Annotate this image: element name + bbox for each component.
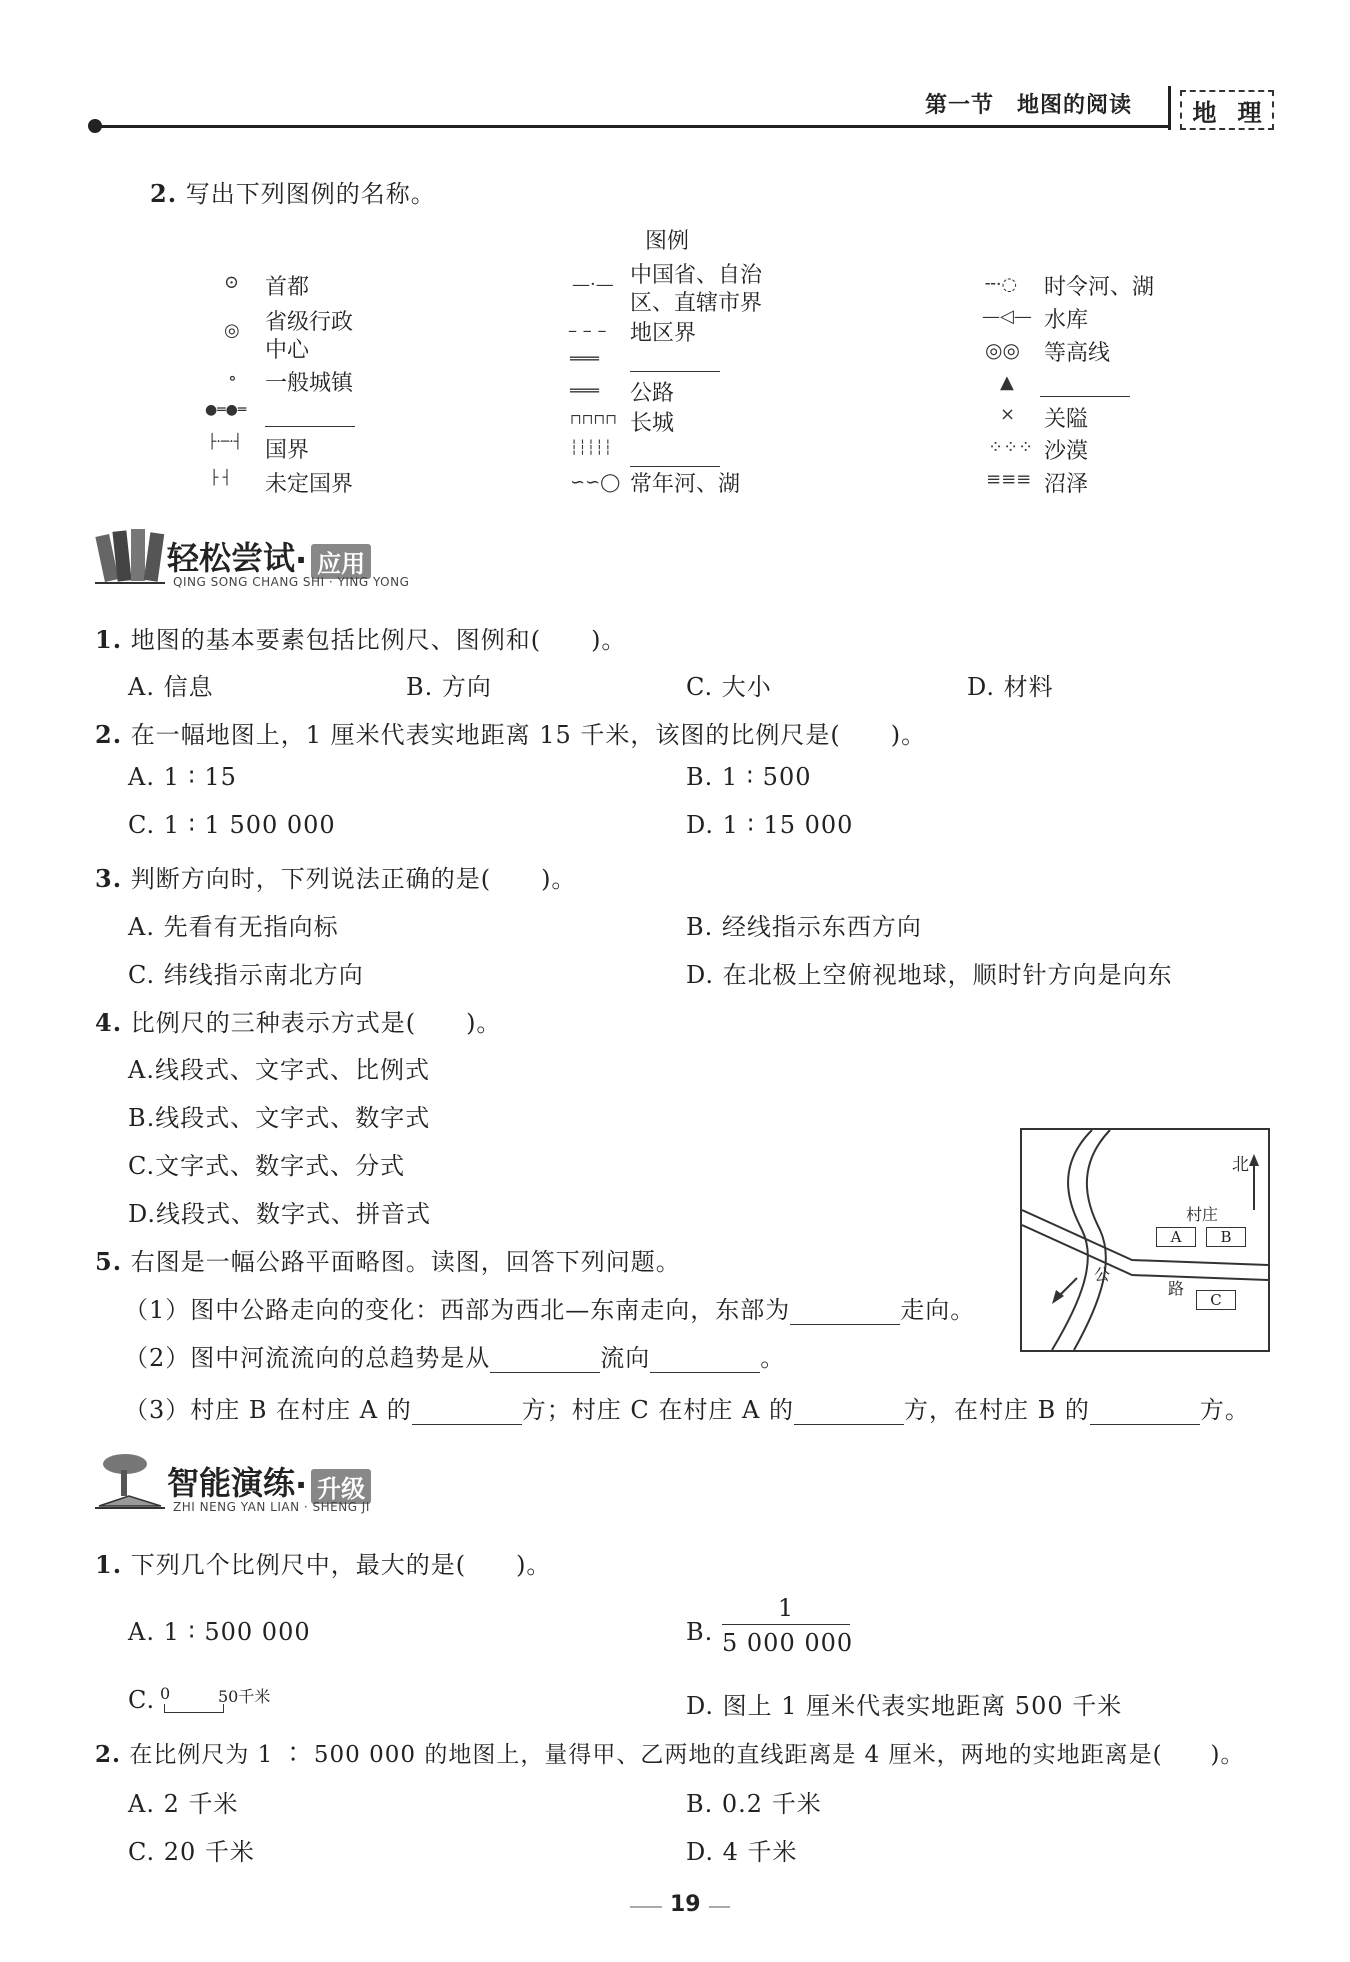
legend-road: 公路 bbox=[630, 381, 675, 406]
s1-q1-option-c: C. 大小 bbox=[686, 673, 772, 701]
s2-q2-option-a: A. 2 千米 bbox=[128, 1790, 239, 1818]
section-banner-1 bbox=[95, 525, 415, 593]
answer-blank[interactable] bbox=[412, 1398, 522, 1425]
banner-subtitle-2: ZHI NENG YAN LIAN · SHENG JI bbox=[173, 1500, 370, 1514]
subject-badge bbox=[1180, 90, 1274, 130]
railway-line-icon: ═══ bbox=[570, 349, 599, 368]
road-icon: ═══ bbox=[570, 381, 599, 400]
legend-border: 国界 bbox=[265, 438, 310, 463]
s1-q1-option-b: B. 方向 bbox=[406, 673, 492, 701]
banner-subtitle-1: QING SONG CHANG SHI · YING YONG bbox=[173, 575, 410, 589]
s2-q1-option-b-prefix: B. bbox=[686, 1618, 714, 1646]
s1-q3-option-b: B. 经线指示东西方向 bbox=[686, 913, 922, 941]
s1-q2-stem: 2. 在一幅地图上，1 厘米代表实地距离 15 千米，该图的比例尺是( )。 bbox=[95, 720, 927, 749]
section-banner-2 bbox=[95, 1450, 415, 1518]
legend-desert: 沙漠 bbox=[1044, 439, 1089, 464]
town-icon: ∘ bbox=[228, 368, 237, 389]
s2-q1-option-d: D. 图上 1 厘米代表实地距离 500 千米 bbox=[686, 1692, 1123, 1720]
subject-char-2: 理 bbox=[1237, 98, 1262, 127]
contour-icon: ◎◎ bbox=[985, 338, 1020, 362]
pass-icon: × bbox=[1000, 404, 1016, 425]
legend-reservoir: 水库 bbox=[1044, 308, 1089, 333]
answer-blank[interactable] bbox=[1090, 1398, 1200, 1425]
s2-q2-option-d: D. 4 千米 bbox=[686, 1838, 798, 1866]
map-north-label: 北 bbox=[1232, 1155, 1249, 1175]
fraction-denominator: 5 000 000 bbox=[722, 1629, 854, 1657]
s2-q2-option-b: B. 0.2 千米 bbox=[686, 1790, 822, 1818]
line-scale-zero: 0 bbox=[160, 1684, 171, 1703]
legend-district: 地区界 bbox=[630, 321, 697, 346]
s1-q1-option-d: D. 材料 bbox=[967, 673, 1054, 701]
railway-symbol-icon: ●═●═ bbox=[205, 402, 247, 418]
banner-title-2: 智能演练 bbox=[167, 1464, 296, 1502]
section-title: 第一节 地图的阅读 bbox=[925, 93, 1133, 118]
s1-q3-stem: 3. 判断方向时，下列说法正确的是( )。 bbox=[95, 864, 577, 893]
s1-q5-sub2: （2）图中河流流向的总趋势是从 流向 。 bbox=[124, 1344, 786, 1372]
s1-q2-option-d: D. 1 ∶ 15 000 bbox=[686, 811, 854, 839]
legend-question: 2. 写出下列图例的名称。 bbox=[150, 179, 436, 208]
s2-q2-option-c: C. 20 千米 bbox=[128, 1838, 255, 1866]
answer-blank[interactable] bbox=[650, 1346, 760, 1373]
legend-province-2: 区、直辖市界 bbox=[630, 291, 763, 316]
banner-dot-2: · bbox=[295, 1466, 308, 1504]
district-boundary-icon: – – – bbox=[568, 320, 607, 341]
s2-q1-stem: 1. 下列几个比例尺中，最大的是( )。 bbox=[95, 1550, 552, 1579]
map-village-label: 村庄 bbox=[1186, 1205, 1219, 1224]
legend-provincial-2: 中心 bbox=[265, 338, 310, 363]
map-village-b: B bbox=[1206, 1227, 1246, 1247]
dotted-line-icon: ┆┆┆┆┆ bbox=[570, 440, 613, 456]
s2-q1-option-c-prefix: C. bbox=[128, 1686, 156, 1714]
legend-title: 图例 bbox=[645, 229, 690, 254]
river-lake-icon: ∽∽◯ bbox=[570, 472, 621, 493]
s1-q3-option-c: C. 纬线指示南北方向 bbox=[128, 961, 364, 989]
legend-undetermined-border: 未定国界 bbox=[265, 472, 354, 497]
province-boundary-icon: —·— bbox=[572, 274, 614, 295]
capital-symbol-icon: ⊙ bbox=[224, 272, 240, 293]
legend-province-1: 中国省、自治 bbox=[630, 263, 763, 288]
road-map bbox=[1020, 1128, 1270, 1352]
s1-q5-stem: 5. 右图是一幅公路平面略图。读图，回答下列问题。 bbox=[95, 1247, 681, 1276]
seasonal-river-icon: ╌·◌ bbox=[985, 274, 1018, 295]
line-scale-end: 50千米 bbox=[218, 1687, 271, 1706]
legend-swamp: 沼泽 bbox=[1044, 472, 1089, 497]
s1-q4-option-a: A.线段式、文字式、比例式 bbox=[128, 1056, 430, 1084]
banner-tag-2: 升级 bbox=[311, 1469, 371, 1504]
swamp-icon: ≡≡≡ bbox=[986, 469, 1032, 490]
border-symbol-icon: ├·─·┤ bbox=[208, 434, 243, 450]
line-scale-bar bbox=[164, 1704, 224, 1713]
legend-pass: 关隘 bbox=[1044, 407, 1089, 432]
undetermined-border-icon: ├ ┤ bbox=[210, 470, 232, 486]
answer-blank[interactable] bbox=[790, 1298, 900, 1325]
s1-q2-option-c: C. 1 ∶ 1 500 000 bbox=[128, 811, 336, 839]
map-road-label-2: 路 bbox=[1168, 1279, 1185, 1298]
s2-q1-option-a: A. 1 ∶ 500 000 bbox=[128, 1618, 311, 1646]
map-village-a: A bbox=[1156, 1227, 1196, 1247]
line-scale bbox=[160, 1684, 280, 1718]
fraction-numerator: 1 bbox=[722, 1594, 850, 1625]
banner-tag-1: 应用 bbox=[311, 544, 371, 579]
legend-blank-1 bbox=[265, 400, 355, 427]
answer-blank[interactable] bbox=[794, 1398, 904, 1425]
legend-blank-3 bbox=[630, 440, 720, 467]
desert-icon: ⁘⁘⁘ bbox=[988, 437, 1034, 458]
legend-provincial-1: 省级行政 bbox=[265, 310, 354, 335]
subject-char-1: 地 bbox=[1192, 98, 1217, 127]
s1-q1-stem: 1. 地图的基本要素包括比例尺、图例和( )。 bbox=[95, 625, 627, 654]
answer-blank[interactable] bbox=[490, 1346, 600, 1373]
s1-q2-option-b: B. 1 ∶ 500 bbox=[686, 763, 812, 791]
books-icon bbox=[95, 525, 165, 585]
legend-river-lake: 常年河、湖 bbox=[630, 472, 741, 497]
lamp-book-icon bbox=[95, 1450, 165, 1510]
header-rule bbox=[95, 125, 1170, 128]
s1-q4-option-b: B.线段式、文字式、数字式 bbox=[128, 1104, 431, 1132]
s2-q1-option-b-fraction bbox=[722, 1594, 854, 1657]
provincial-center-icon: ◎ bbox=[224, 320, 240, 341]
s1-q5-sub3: （3）村庄 B 在村庄 A 的 方；村庄 C 在村庄 A 的 方，在村庄 B 的 方。 bbox=[124, 1396, 1250, 1424]
s1-q2-option-a: A. 1 ∶ 15 bbox=[128, 763, 237, 791]
map-road-label-1: 公 bbox=[1094, 1265, 1111, 1284]
legend-town: 一般城镇 bbox=[265, 371, 354, 396]
legend-blank-4 bbox=[1040, 370, 1130, 397]
legend-capital: 首都 bbox=[265, 275, 310, 300]
great-wall-icon: ⊓⊓⊓⊓ bbox=[570, 412, 617, 428]
peak-icon: ▲ bbox=[1000, 372, 1014, 393]
page-number: 19 bbox=[662, 1892, 709, 1917]
reservoir-icon: —◁— bbox=[982, 306, 1032, 327]
s1-q3-option-d: D. 在北极上空俯视地球，顺时针方向是向东 bbox=[686, 961, 1173, 989]
s1-q4-stem: 4. 比例尺的三种表示方式是( )。 bbox=[95, 1008, 502, 1037]
s1-q5-sub1: （1）图中公路走向的变化：西部为西北—东南走向，东部为 走向。 bbox=[124, 1296, 976, 1324]
legend-contour: 等高线 bbox=[1044, 341, 1111, 366]
s1-q4-option-c: C.文字式、数字式、分式 bbox=[128, 1152, 406, 1180]
banner-dot-1: · bbox=[295, 541, 308, 579]
header-divider bbox=[1168, 86, 1171, 130]
legend-great-wall: 长城 bbox=[630, 411, 675, 436]
s1-q1-option-a: A. 信息 bbox=[128, 673, 214, 701]
legend-seasonal-river: 时令河、湖 bbox=[1044, 275, 1155, 300]
s2-q2-stem: 2. 在比例尺为 1 ∶ 500 000 的地图上，量得甲、乙两地的直线距离是 4 厘米，两地的实地距离是( )。 bbox=[95, 1741, 1245, 1768]
s1-q4-option-d: D.线段式、数字式、拼音式 bbox=[128, 1200, 432, 1228]
legend-blank-2 bbox=[630, 345, 720, 372]
s1-q3-option-a: A. 先看有无指向标 bbox=[128, 913, 339, 941]
map-village-c: C bbox=[1196, 1290, 1236, 1310]
banner-title-1: 轻松尝试 bbox=[167, 539, 296, 577]
